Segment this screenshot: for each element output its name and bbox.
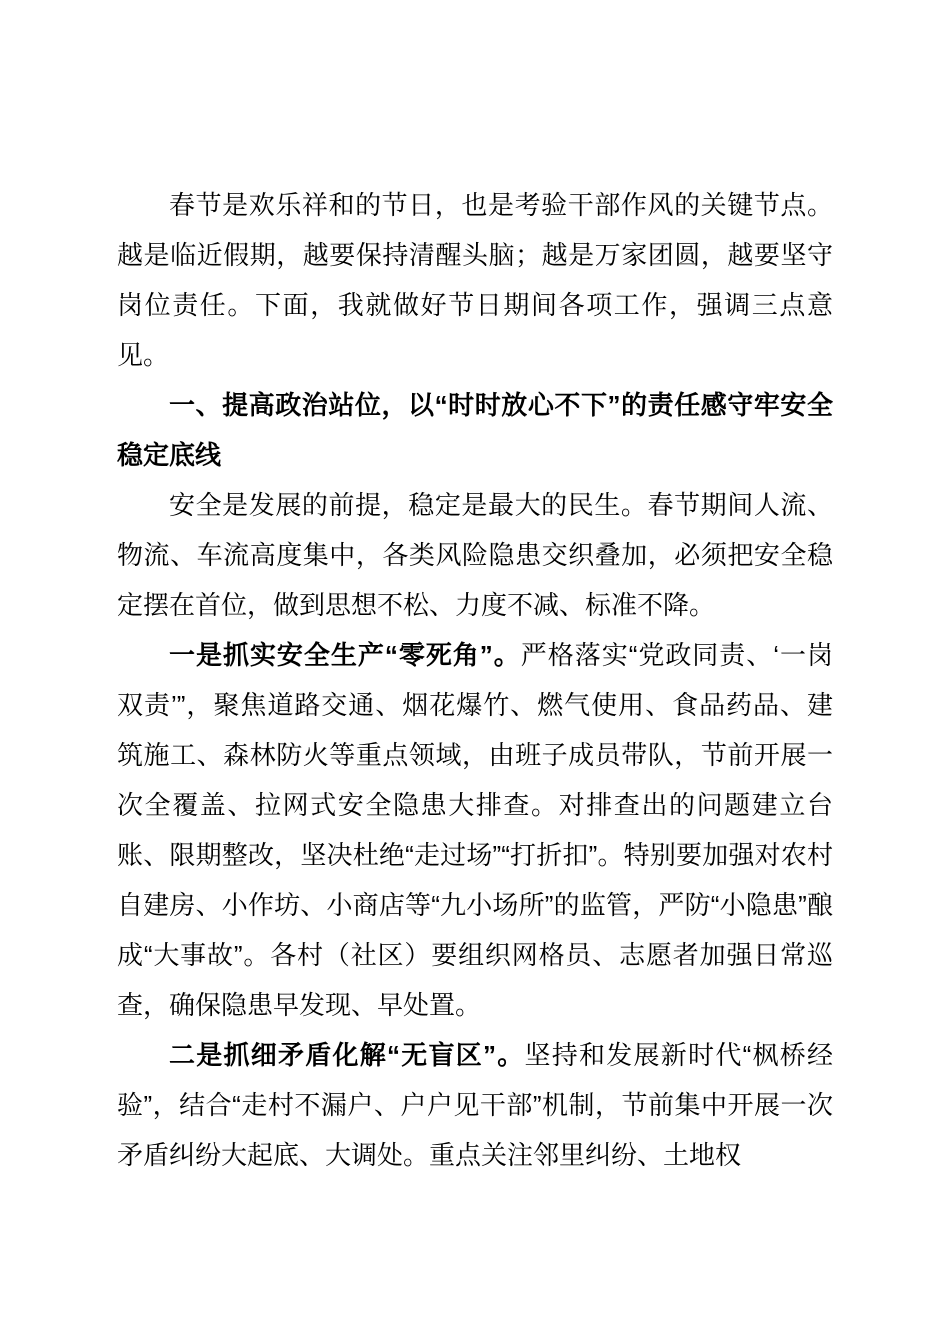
paragraph-intro [117, 180, 833, 380]
paragraph-lead-bold: 二是抓细矛盾化解“无盲区”。 [169, 1040, 525, 1070]
paragraph-text: 春节是欢乐祥和的节日，也是考验干部作风的关键节点。越是临近假期，越要保持清醒头脑；越是万家团圆，越要坚守岗位责任。下面，我就做好节日期间各项工作，强调三点意见。 [117, 190, 833, 370]
paragraph-lead-bold: 一是抓实安全生产“零死角”。 [169, 640, 521, 670]
paragraph-point-one [117, 630, 833, 1030]
paragraph-text: 安全是发展的前提，稳定是最大的民生。春节期间人流、物流、车流高度集中，各类风险隐患交织叠加，必须把安全稳定摆在首位，做到思想不松、力度不减、标准不降。 [117, 490, 833, 620]
paragraph-point-two [117, 1030, 833, 1180]
paragraph-text: 严格落实“党政同责、‘一岗双责’”，聚焦道路交通、烟花爆竹、燃气使用、食品药品、建筑施工、森林防火等重点领域，由班子成员带队，节前开展一次全覆盖、拉网式安全隐患大排查。对排查出的问题建立台账、限期整改，坚决杜绝“走过场”“打折扣”。特别要加强对农村自建房、小作坊、小商店等“九小场所”的监管，严防“小隐患”酿成“大事故”。各村（社区）要组织网格员、志愿者加强日常巡查，确保隐患早发现、早处置。 [117, 640, 833, 1020]
section-heading-1 [117, 380, 833, 480]
paragraph-safety-overview [117, 480, 833, 630]
heading-text: 一、提高政治站位，以“时时放心不下”的责任感守牢安全稳定底线 [117, 390, 833, 470]
paragraph-text: 坚持和发展新时代“枫桥经验”，结合“走村不漏户、户户见干部”机制，节前集中开展一次矛盾纠纷大起底、大调处。重点关注邻里纠纷、土地权 [117, 1040, 833, 1170]
